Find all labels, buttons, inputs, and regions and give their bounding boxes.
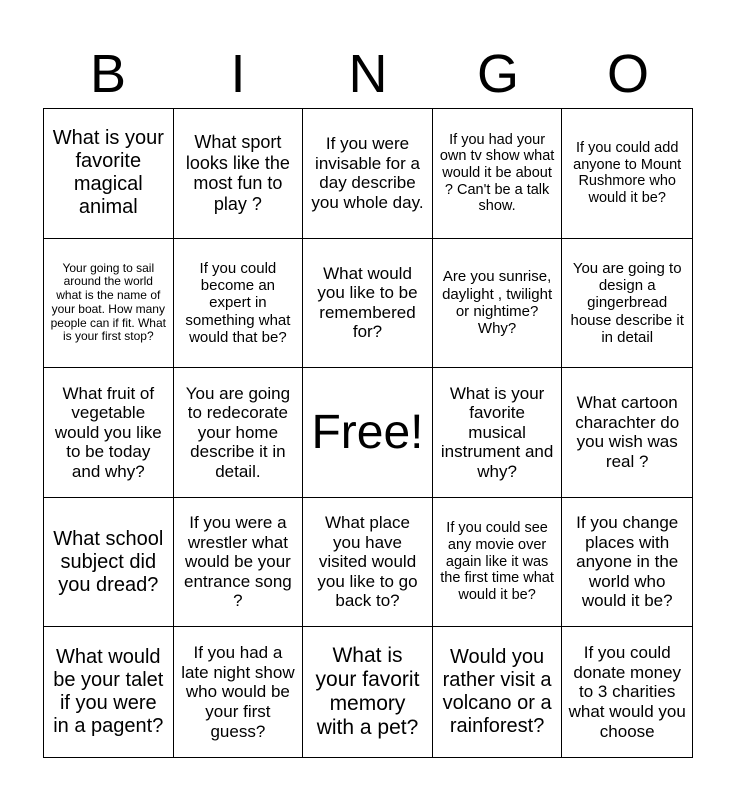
header-letter-n: N bbox=[348, 44, 388, 104]
bingo-cell[interactable]: You are going to design a gingerbread house describe it in detail bbox=[562, 239, 692, 369]
bingo-cell[interactable]: If you were a wrestler what would be your entrance song ? bbox=[174, 498, 304, 628]
header-letter-b: B bbox=[89, 44, 127, 104]
bingo-cell[interactable]: Are you sunrise, daylight , twilight or nightime? Why? bbox=[433, 239, 563, 369]
bingo-cell[interactable]: What place you have visited would you like to go back to? bbox=[303, 498, 433, 628]
bingo-cell[interactable]: What is your favorit memory with a pet? bbox=[303, 627, 433, 757]
bingo-cell[interactable]: What is your favorite magical animal bbox=[44, 109, 174, 239]
header-letter-i: I bbox=[230, 44, 246, 104]
bingo-board bbox=[43, 108, 693, 758]
bingo-cell[interactable]: What sport looks like the most fun to play ? bbox=[174, 109, 304, 239]
bingo-cell[interactable]: Your going to sail around the world what is the name of your boat. How many people can if fit. What is your first stop? bbox=[44, 239, 174, 369]
bingo-cell[interactable]: If you could see any movie over again like it was the first time what would it be? bbox=[433, 498, 563, 628]
bingo-cell[interactable]: What would be your talet if you were in a pagent? bbox=[44, 627, 174, 757]
bingo-cell[interactable]: If you could become an expert in something what would that be? bbox=[174, 239, 304, 369]
bingo-cell[interactable]: If you had your own tv show what would it be about ? Can't be a talk show. bbox=[433, 109, 563, 239]
bingo-cell[interactable]: You are going to redecorate your home describe it in detail. bbox=[174, 368, 304, 498]
bingo-cell[interactable]: What is your favorite musical instrument and why? bbox=[433, 368, 563, 498]
bingo-cell[interactable]: What fruit of vegetable would you like to be today and why? bbox=[44, 368, 174, 498]
bingo-cell[interactable]: If you change places with anyone in the world who would it be? bbox=[562, 498, 692, 628]
bingo-cell[interactable]: If you had a late night show who would be your first guess? bbox=[174, 627, 304, 757]
bingo-cell[interactable]: Would you rather visit a volcano or a rainforest? bbox=[433, 627, 563, 757]
bingo-cell[interactable]: If you could donate money to 3 charities what would you choose bbox=[568, 643, 686, 741]
bingo-header bbox=[43, 40, 693, 108]
bingo-cell[interactable]: What cartoon charachter do you wish was real ? bbox=[562, 368, 692, 498]
header-letter-o: O bbox=[606, 44, 649, 104]
header-letter-g: G bbox=[476, 44, 519, 104]
free-space[interactable]: Free! bbox=[303, 368, 433, 498]
bingo-cell[interactable]: What would you like to be remembered for? bbox=[303, 239, 433, 369]
bingo-cell[interactable]: What school subject did you dread? bbox=[44, 498, 174, 628]
bingo-cell[interactable]: If you were invisable for a day describe you whole day. bbox=[303, 109, 433, 239]
bingo-cell[interactable]: If you could add anyone to Mount Rushmore who would it be? bbox=[562, 109, 692, 239]
